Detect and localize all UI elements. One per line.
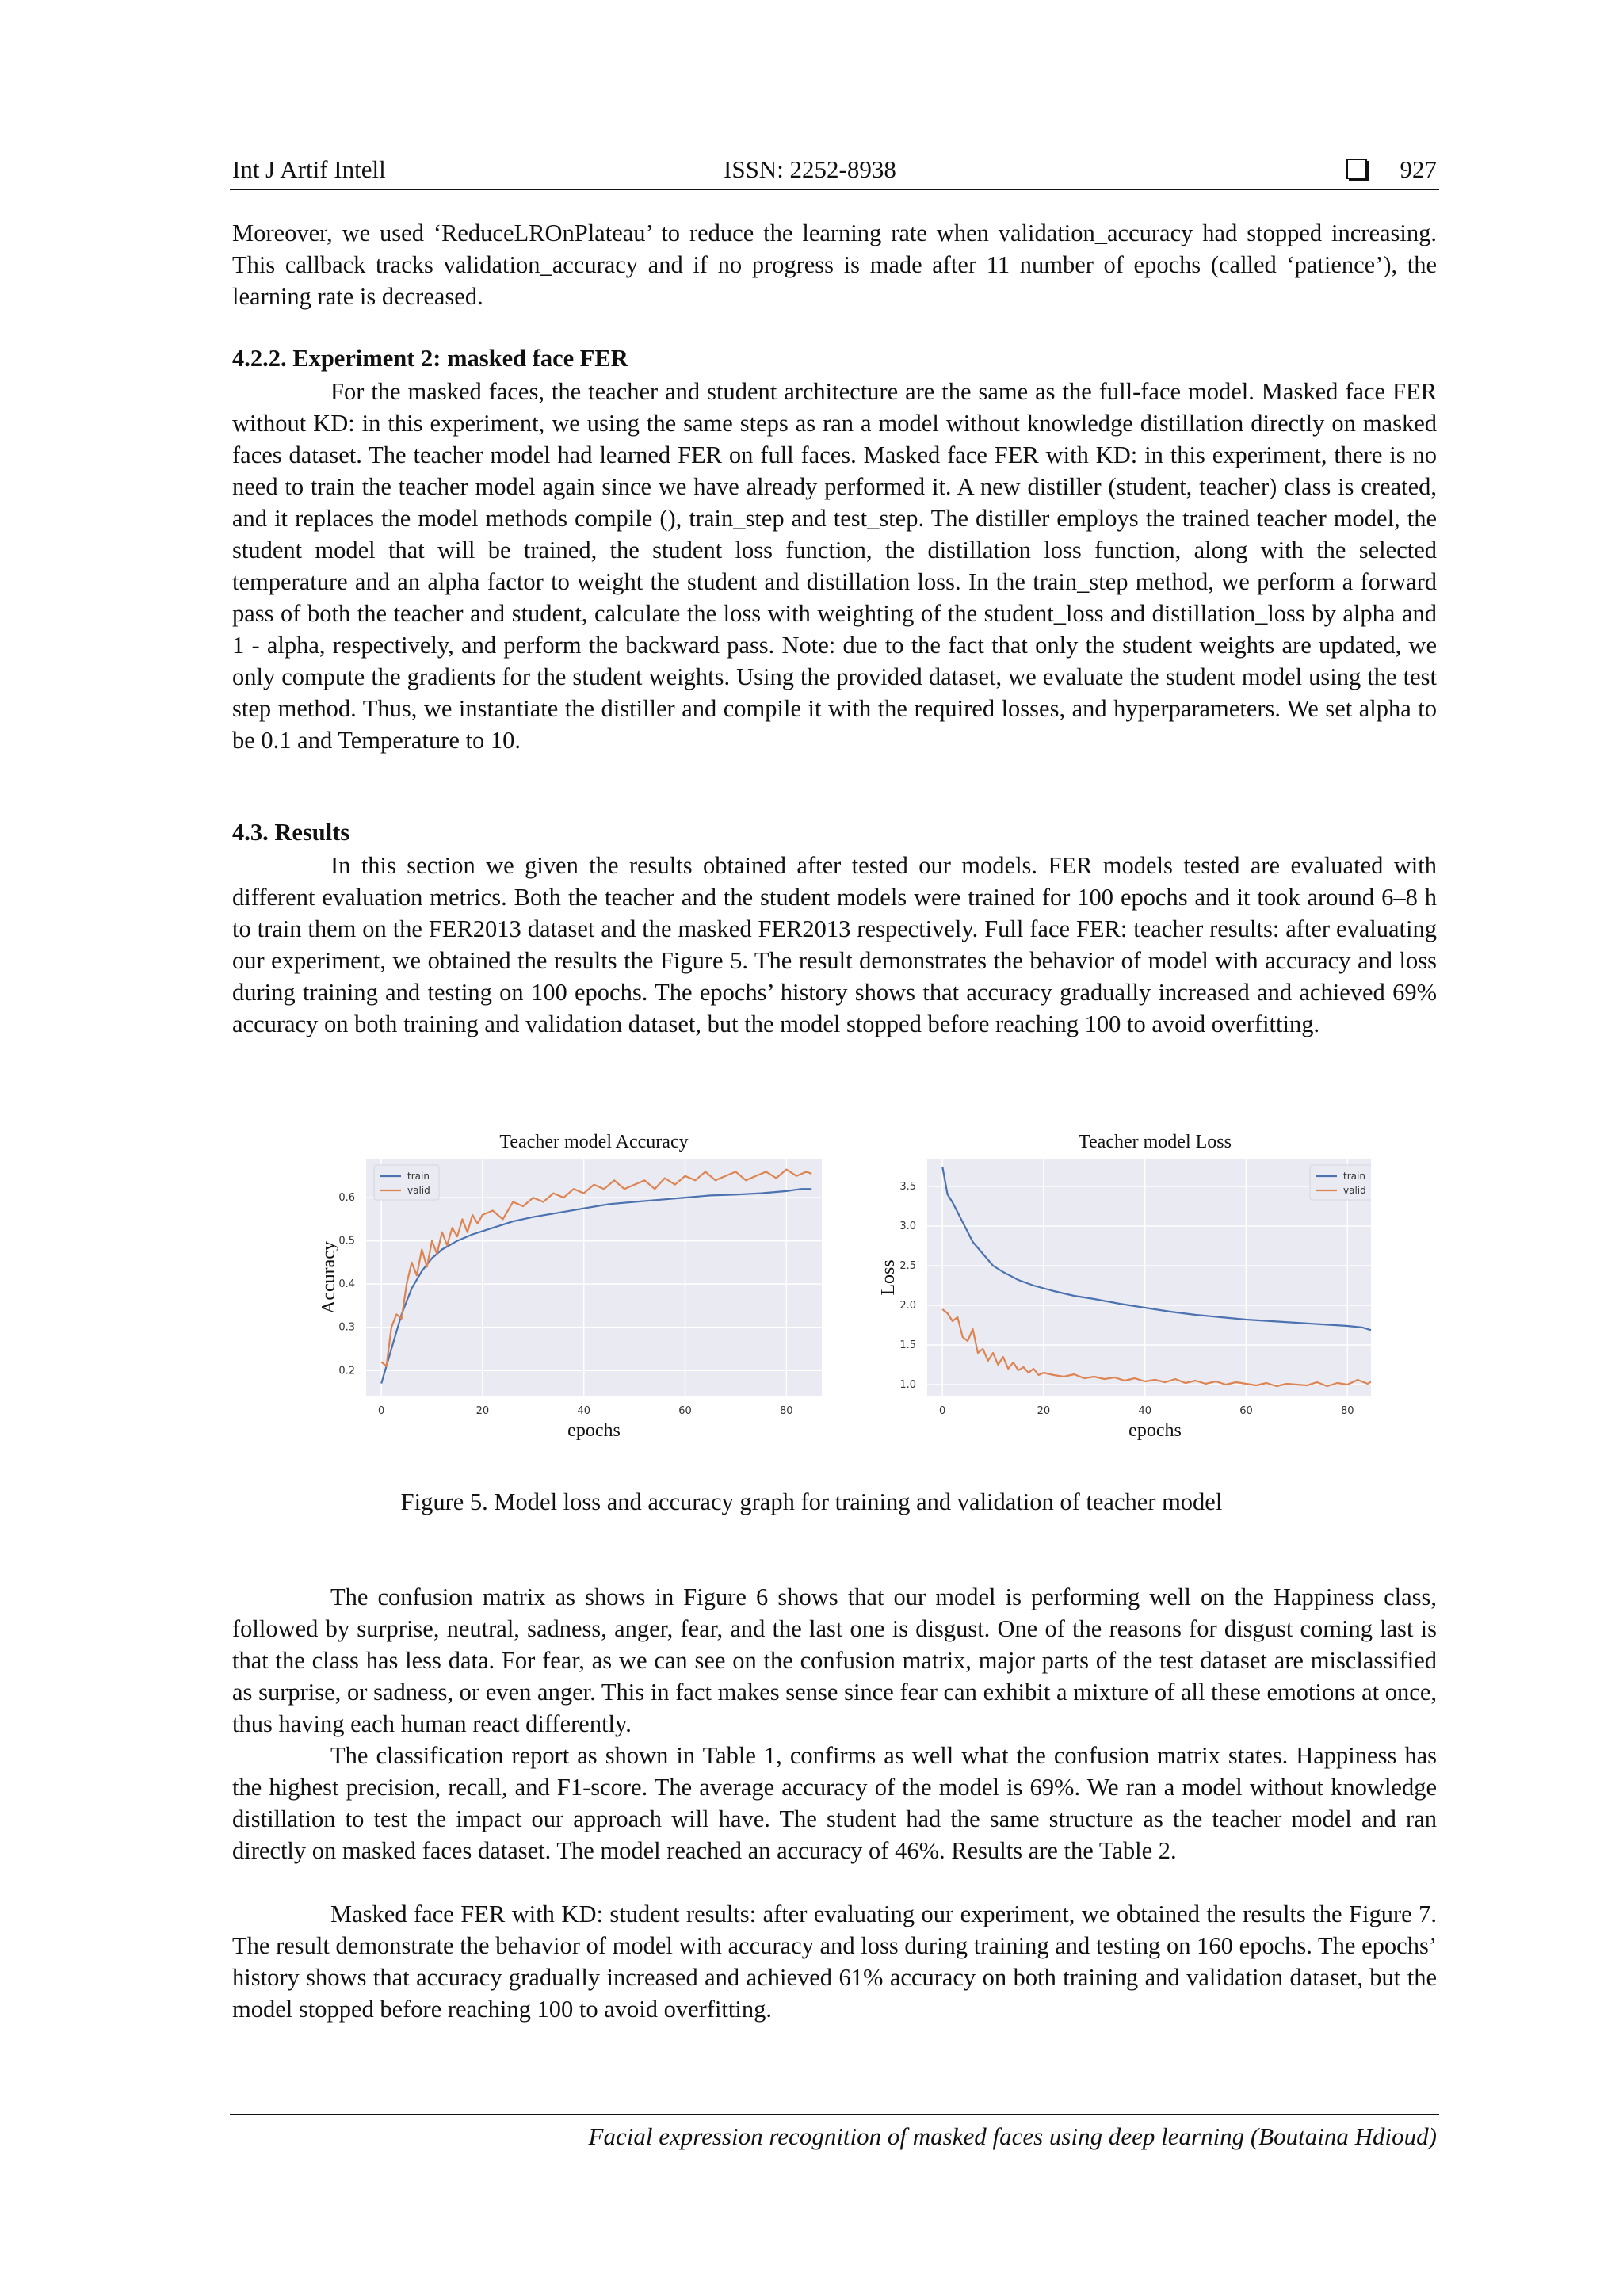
y-tick-label: 1.0 [899, 1379, 916, 1391]
y-tick-label: 0.3 [338, 1321, 355, 1334]
y-tick-label: 3.5 [899, 1181, 916, 1193]
chart-0 [319, 1132, 822, 1441]
page-footer: Facial expression recognition of masked faces using deep learning (Boutaina Hdioud) [588, 2122, 1437, 2150]
square-bullet-icon [1346, 159, 1367, 179]
y-tick-label: 0.4 [338, 1278, 355, 1291]
chart-title: Teacher model Loss [1079, 1132, 1232, 1152]
section-heading-4-3: 4.3. Results [232, 819, 350, 846]
section-heading-4-2-2: 4.2.2. Experiment 2: masked face FER [232, 345, 628, 372]
plot-area [927, 1159, 1371, 1396]
y-tick-label: 0.2 [338, 1365, 355, 1377]
y-tick-label: 2.5 [899, 1260, 916, 1272]
x-tick-label: 40 [1138, 1405, 1151, 1417]
y-tick-label: 3.0 [899, 1221, 916, 1232]
y-tick-label: 1.5 [899, 1339, 916, 1351]
x-tick-label: 20 [475, 1405, 490, 1417]
x-tick-label: 0 [939, 1405, 946, 1417]
paragraph-1: Moreover, we used ‘ReduceLROnPlateau’ to reduce the learning rate when validation_accuracy had stopped increasing. This callback tracks validation_accuracy and if no progress is made after 11 number of epochs (called ‘patience’), the learning rate is decreased. [232, 220, 1437, 310]
paragraph-4: The confusion matrix as shows in Figure 6 shows that our model is performing well on the Happiness class, followed by surprise, neutral, sadness, anger, fear, and the last one is disgust. One of the reasons for disgust coming last is that the class has less data. For fear, as we can see on the confusion matrix, major parts of the test dataset are misclassified as surprise, or sadness, or even anger. This in fact makes sense since fear can exhibit a mixture of all these emotions at once, thus having each human react differently. [232, 1584, 1437, 1737]
paragraph-3: In this section we given the results obtained after tested our models. FER models tested are evaluated with different evaluation metrics. Both the teacher and the student models were trained for 100 epochs and it took around 6–8 h to train them on the FER2013 dataset and the masked FER2013 respectively. Full face FER: teacher results: after evaluating our experiment, we obtained the results the Figure 5. The result demonstrates the behavior of model with accuracy and loss during training and testing on 100 epochs. The epochs’ history shows that accuracy gradually increased and achieved 69% accuracy on both training and validation dataset, but the model stopped before reaching 100 to avoid overfitting. [232, 852, 1437, 1037]
x-tick-label: 80 [1341, 1405, 1354, 1417]
figure-caption: Figure 5. Model loss and accuracy graph for training and validation of teacher model [400, 1488, 1223, 1515]
journal-name: Int J Artif Intell [232, 155, 386, 183]
page-number: 927 [1400, 155, 1437, 183]
legend-label-valid: valid [407, 1185, 430, 1196]
chart-title: Teacher model Accuracy [499, 1132, 689, 1152]
paragraph-6: Masked face FER with KD: student results: after evaluating our experiment, we obtained the results the Figure 7. The result demonstrate the behavior of model with accuracy and loss during training and testing on 160 epochs. The epochs’ history shows that accuracy gradually increased and achieved 61% accuracy on both training and validation dataset, but the model stopped before reaching 100 to avoid overfitting. [232, 1901, 1437, 2023]
paragraph-5: The classification report as shown in Table 1, confirms as well what the confusion matrix states. Happiness has the highest precision, recall, and F1-score. The average accuracy of the model is 69%. We ran a model without knowledge distillation to test the impact our approach will have. The student had the same structure as the teacher model and ran directly on masked faces dataset. The model reached an accuracy of 46%. Results are the Table 2. [232, 1742, 1437, 1864]
x-tick-label: 20 [1037, 1405, 1051, 1417]
issn: ISSN: 2252-8938 [724, 155, 896, 183]
footer-rule [230, 2114, 1439, 2115]
figure-5 [293, 1125, 1371, 1474]
x-tick-label: 60 [1239, 1405, 1253, 1417]
y-tick-label: 2.0 [899, 1300, 916, 1312]
legend-label-valid: valid [1343, 1185, 1366, 1196]
header-rule [230, 189, 1439, 190]
figure-5-charts [293, 1125, 1371, 1474]
legend-label-train: train [1343, 1171, 1365, 1182]
x-axis-label: epochs [1128, 1420, 1182, 1441]
legend-label-train: train [407, 1171, 430, 1182]
y-axis-label: Loss [878, 1259, 899, 1296]
y-tick-label: 0.5 [338, 1235, 355, 1247]
x-tick-label: 0 [378, 1405, 385, 1417]
page-header [232, 155, 1437, 193]
x-axis-label: epochs [567, 1420, 621, 1441]
y-tick-label: 0.6 [338, 1192, 355, 1205]
y-axis-label: Accuracy [319, 1241, 339, 1314]
x-tick-label: 80 [780, 1405, 793, 1417]
x-tick-label: 40 [577, 1405, 590, 1417]
paragraph-2: For the masked faces, the teacher and student architecture are the same as the full-face model. Masked face FER without KD: in this experiment, we using the same steps as ran a model without knowledge distillation directly on masked faces dataset. The teacher model had learned FER on full faces. Masked face FER with KD: in this experiment, there is no need to train the teacher model again since we have already performed it. A new distiller (student, teacher) class is created, and it replaces the model methods compile (), train_step and test_step. The distiller employs the trained teacher model, the student model that will be trained, the student loss function, the distillation loss function, along with the selected temperature and an alpha factor to weight the student and distillation loss. In the train_step method, we perform a forward pass of both the teacher and student, calculate the loss with weighting of the student_loss and distillation_loss by alpha and 1 - alpha, respectively, and perform the backward pass. Note: due to the fact that only the student weights are updated, we only compute the gradients for the student weights. Using the provided dataset, we evaluate the student model using the test step method. Thus, we instantiate the distiller and compile it with the required losses, and hyperparameters. We set alpha to be 0.1 and Temperature to 10. [232, 378, 1437, 754]
x-tick-label: 60 [678, 1405, 692, 1417]
chart-1 [878, 1132, 1371, 1441]
